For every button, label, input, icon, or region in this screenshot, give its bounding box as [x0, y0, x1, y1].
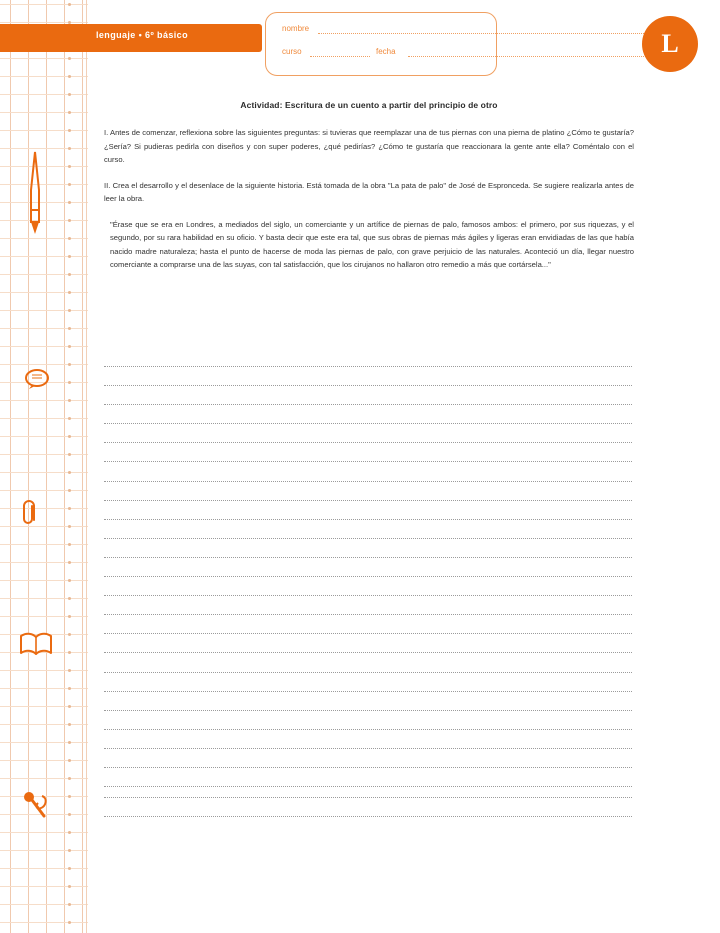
writing-line[interactable] — [104, 481, 632, 482]
grid-dot — [68, 435, 71, 438]
grid-hline — [0, 292, 88, 293]
subject-bar — [0, 24, 262, 52]
grid-hline — [0, 886, 88, 887]
writing-line[interactable] — [104, 385, 632, 386]
grid-dot — [68, 795, 71, 798]
story-excerpt: "Érase que se era en Londres, a mediados del siglo, un comerciante y un artífice de piernas de palo, famosos ambos: el primero, por sus riquezas, y el segundo, por su rara habilidad en su oficio. Y basta decir que este era tal, que sus obras de piernas más ágiles y ligeras eran envidiadas de las que había nacido madre naturaleza; hasta el punto de hacerse de moda las piernas de palo, con grave perjuicio de las naturales. Aconteció un día, llegar nuestro comerciante a comprarse una de las suyas, con tal satisfacción, que los cirujanos no hallaron otro remedio a más que cortársela..." — [110, 219, 634, 269]
grid-hline — [0, 454, 88, 455]
grid-dot — [68, 129, 71, 132]
grid-dot — [68, 453, 71, 456]
grid-dot — [68, 633, 71, 636]
grid-hline — [0, 400, 88, 401]
writing-line[interactable] — [104, 557, 632, 558]
grid-hline — [0, 598, 88, 599]
grid-dot — [68, 579, 71, 582]
nombre-input-line[interactable] — [318, 33, 648, 34]
grid-dot — [68, 417, 71, 420]
grid-dot — [68, 849, 71, 852]
grid-dot — [68, 777, 71, 780]
writing-line[interactable] — [104, 797, 632, 798]
grid-hline — [0, 310, 88, 311]
margin-rule — [86, 0, 87, 933]
grid-dot — [68, 867, 71, 870]
grid-dot — [68, 615, 71, 618]
grid-dot — [68, 93, 71, 96]
nombre-label: nombre — [282, 24, 310, 33]
grid-hline — [0, 670, 88, 671]
grid-hline — [0, 724, 88, 725]
grid-dot — [68, 669, 71, 672]
grid-hline — [0, 4, 88, 5]
grid-hline — [0, 922, 88, 923]
grid-hline — [0, 472, 88, 473]
writing-line[interactable] — [104, 691, 632, 692]
writing-line[interactable] — [104, 576, 632, 577]
grid-dot — [68, 363, 71, 366]
fountain-pen-icon — [20, 790, 52, 824]
pencil-icon — [22, 150, 48, 242]
instruction-paragraph-1: I. Antes de comenzar, reflexiona sobre las siguientes preguntas: si tuvieras que reemplazar una de tus piernas con una pierna de platino ¿Cómo te gustaría? ¿Sería? Si pudieras pedirla con diseños y con super poderes, ¿qué pedirías? ¿Cómo te gustaría que reaccionara la gente ante ella? Coméntalo con el curso. — [104, 128, 634, 164]
grid-hline — [0, 274, 88, 275]
grid-vline — [10, 0, 11, 933]
grid-dot — [68, 147, 71, 150]
page-title: Actividad: Escritura de un cuento a partir del principio de otro — [240, 100, 498, 110]
grid-dot — [68, 219, 71, 222]
grid-dot — [68, 903, 71, 906]
grid-dot — [68, 705, 71, 708]
writing-line[interactable] — [104, 729, 632, 730]
writing-line[interactable] — [104, 538, 632, 539]
grid-dot — [68, 741, 71, 744]
writing-line[interactable] — [104, 633, 632, 634]
grid-dot — [68, 237, 71, 240]
writing-line[interactable] — [104, 461, 632, 462]
writing-line[interactable] — [104, 366, 632, 367]
grid-hline — [0, 76, 88, 77]
grid-hline — [0, 112, 88, 113]
writing-line[interactable] — [104, 519, 632, 520]
grid-hline — [0, 868, 88, 869]
instruction-paragraph-2: II. Crea el desarrollo y el desenlace de la siguiente historia. Está tomada de la obra "La pata de palo" de José de Espronceda. Se sugiere realizarla antes de leer la obra. — [104, 180, 634, 203]
grid-dot — [68, 813, 71, 816]
writing-line[interactable] — [104, 442, 632, 443]
grid-dot — [68, 507, 71, 510]
grid-dot — [68, 885, 71, 888]
writing-line[interactable] — [104, 404, 632, 405]
activity-content — [104, 100, 634, 288]
grid-hline — [0, 94, 88, 95]
grid-dot — [68, 183, 71, 186]
grid-dot — [68, 597, 71, 600]
page-header — [0, 24, 720, 68]
grid-hline — [0, 778, 88, 779]
grid-hline — [0, 760, 88, 761]
writing-line[interactable] — [104, 423, 632, 424]
paperclip-icon — [20, 500, 38, 528]
grid-hline — [0, 850, 88, 851]
subject-label: lenguaje • 6º básico — [96, 30, 188, 40]
grid-dot — [68, 759, 71, 762]
grid-dot — [68, 381, 71, 384]
writing-line[interactable] — [104, 614, 632, 615]
grid-dot — [68, 525, 71, 528]
writing-line[interactable] — [104, 500, 632, 501]
grid-hline — [0, 256, 88, 257]
grid-hline — [0, 706, 88, 707]
grid-dot — [68, 921, 71, 924]
grid-dot — [68, 327, 71, 330]
grid-hline — [0, 562, 88, 563]
grid-dot — [68, 651, 71, 654]
grid-hline — [0, 580, 88, 581]
writing-line[interactable] — [104, 710, 632, 711]
grid-dot — [68, 165, 71, 168]
grid-hline — [0, 346, 88, 347]
open-book-icon — [18, 630, 54, 658]
grid-hline — [0, 904, 88, 905]
grid-vline — [64, 0, 65, 933]
curso-input-line[interactable] — [310, 56, 370, 57]
grid-hline — [0, 832, 88, 833]
grid-vline — [82, 0, 83, 933]
grid-hline — [0, 742, 88, 743]
grid-dot — [68, 831, 71, 834]
grid-dot — [68, 273, 71, 276]
grid-dot — [68, 111, 71, 114]
student-info-box — [265, 12, 497, 76]
grid-dot — [68, 543, 71, 546]
grid-hline — [0, 508, 88, 509]
writing-line[interactable] — [104, 652, 632, 653]
grid-dot — [68, 345, 71, 348]
grid-dot — [68, 687, 71, 690]
grid-hline — [0, 490, 88, 491]
grid-hline — [0, 148, 88, 149]
curso-label: curso — [282, 47, 302, 56]
grid-dot — [68, 291, 71, 294]
grid-dot — [68, 255, 71, 258]
grid-hline — [0, 544, 88, 545]
grid-hline — [0, 364, 88, 365]
writing-line[interactable] — [104, 786, 632, 787]
writing-line[interactable] — [104, 748, 632, 749]
writing-line[interactable] — [104, 672, 632, 673]
subject-badge: L — [642, 16, 698, 72]
grid-dot — [68, 561, 71, 564]
grid-dot — [68, 471, 71, 474]
grid-hline — [0, 328, 88, 329]
grid-hline — [0, 130, 88, 131]
grid-hline — [0, 526, 88, 527]
grid-dot — [68, 309, 71, 312]
writing-line[interactable] — [104, 816, 632, 817]
writing-line[interactable] — [104, 595, 632, 596]
grid-dot — [68, 399, 71, 402]
grid-dot — [68, 723, 71, 726]
fecha-input-line[interactable] — [408, 56, 648, 57]
grid-hline — [0, 616, 88, 617]
fecha-label: fecha — [376, 47, 396, 56]
grid-dot — [68, 75, 71, 78]
grid-hline — [0, 436, 88, 437]
writing-lines-block-2[interactable] — [104, 797, 632, 835]
grid-hline — [0, 688, 88, 689]
grid-hline — [0, 22, 88, 23]
speech-bubble-icon — [24, 368, 50, 390]
writing-line[interactable] — [104, 767, 632, 768]
grid-hline — [0, 418, 88, 419]
grid-dot — [68, 3, 71, 6]
grid-dot — [68, 201, 71, 204]
writing-lines-block-1[interactable] — [104, 366, 632, 805]
grid-dot — [68, 489, 71, 492]
